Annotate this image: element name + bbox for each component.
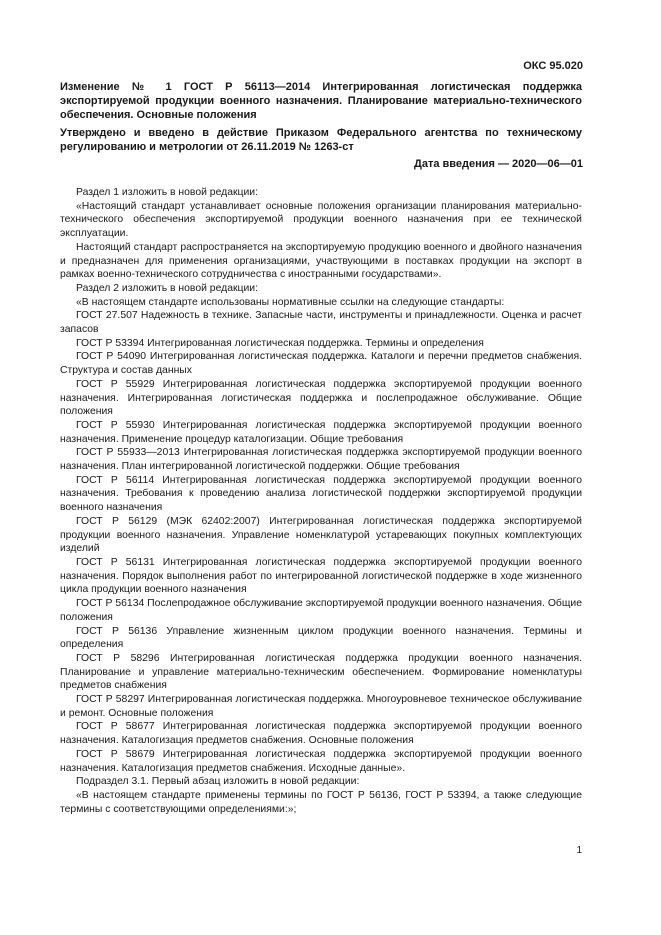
paragraph: Раздел 2 изложить в новой редакции: <box>76 282 258 294</box>
reference-item: ГОСТ Р 58677 Интегрированная логистическая поддержка экспортируемой продукции военного назначения. Каталогизация предметов снабжения. Основные положения <box>60 721 582 747</box>
document-body <box>60 186 582 816</box>
paragraph: «В настоящем стандарте применены термины по ГОСТ Р 56136, ГОСТ Р 53394, а также следующие термины с соответствующими определениями:»; <box>60 789 582 815</box>
page-number: 1 <box>576 845 582 856</box>
reference-item: ГОСТ Р 58679 Интегрированная логистическая поддержка экспортируемой продукции военного назначения. Каталогизация предметов снабжения. Исходные данные». <box>60 748 582 774</box>
reference-item: ГОСТ Р 56134 Послепродажное обслуживание экспортируемой продукции военного назначения. Общие положения <box>60 598 582 623</box>
reference-item: ГОСТ Р 56129 (МЭК 62402:2007) Интегрированная логистическая поддержка экспортируемой продукции военного назначения. Управление номенклатурой устаревающих покупных комплектующих изделий <box>60 515 582 555</box>
paragraph: Раздел 1 изложить в новой редакции: <box>76 187 258 198</box>
reference-item: ГОСТ Р 53394 Интегрированная логистическая поддержка. Термины и определения <box>76 337 484 349</box>
reference-item: ГОСТ Р 55933—2013 Интегрированная логистическая поддержка экспортируемой продукции военного назначения. План интегрированной логистической поддержки. Общие требования <box>60 447 582 473</box>
approval-statement: Утверждено и введено в действие Приказом Федерального агентства по техническому регулированию и метрологии от 26.11.2019 № 1263-ст <box>60 127 582 153</box>
reference-item: ГОСТ Р 55929 Интегрированная логистическая поддержка экспортируемой продукции военного назначения. Интегрированная логистическая поддержка и послепродажное обслуживание. Общие положения <box>60 378 582 418</box>
paragraph: «Настоящий стандарт устанавливает основные положения организации планирования материально-технического обеспечения экспортируемой продукции военного назначения при ее технической эксплуатации. <box>60 200 582 240</box>
reference-item: ГОСТ Р 54090 Интегрированная логистическая поддержка. Каталоги и перечни предметов снабжения. Структура и состав данных <box>60 351 582 377</box>
reference-item: ГОСТ Р 58296 Интегрированная логистическая поддержка продукции военного назначения. Планирование и управление материально-техническим обеспечением. Формирование номенклатуры предметов снабжения <box>60 652 582 692</box>
reference-item: ГОСТ 27.507 Надежность в технике. Запасные части, инструменты и принадлежности. Оценка и расчет запасов <box>60 310 582 336</box>
paragraph: Настоящий стандарт распространяется на экспортируемую продукцию военного и двойного назначения и предназначен для применения организациями, участвующими в поставках продукции на экспорт в рамках военно-технического сотрудничества с иностранными государствами». <box>60 241 582 281</box>
reference-item: ГОСТ Р 56136 Управление жизненным циклом продукции военного назначения. Термины и определения <box>60 625 582 651</box>
reference-item: ГОСТ Р 56131 Интегрированная логистическая поддержка экспортируемой продукции военного назначения. Порядок выполнения работ по интегрированной логистической поддержке в ходе жизненного цикла продукции военного назначения <box>60 556 582 596</box>
reference-item: ГОСТ Р 55930 Интегрированная логистическая поддержка экспортируемой продукции военного назначения. Применение процедур каталогизации. Общие требования <box>60 419 582 445</box>
classification-code: ОКС 95.020 <box>523 60 583 72</box>
effective-date: Дата введения — 2020—06—01 <box>414 158 583 170</box>
reference-item: ГОСТ Р 58297 Интегрированная логистическая поддержка. Многоуровневое техническое обслуживание и ремонт. Основные положения <box>60 694 582 719</box>
paragraph: «В настоящем стандарте использованы нормативные ссылки на следующие стандарты: <box>76 296 505 308</box>
amendment-title: Изменение № 1 ГОСТ Р 56113—2014 Интегрированная логистическая поддержка экспортируемой продукции военного назначения. Планирование материально-технического обеспечения. Основные положения <box>60 81 582 121</box>
paragraph: Подраздел 3.1. Первый абзац изложить в новой редакции: <box>76 776 360 788</box>
reference-item: ГОСТ Р 56114 Интегрированная логистическая поддержка экспортируемой продукции военного назначения. Требования к проведению анализа логистической поддержки экспортируемой продукции военного назначения <box>60 474 582 514</box>
